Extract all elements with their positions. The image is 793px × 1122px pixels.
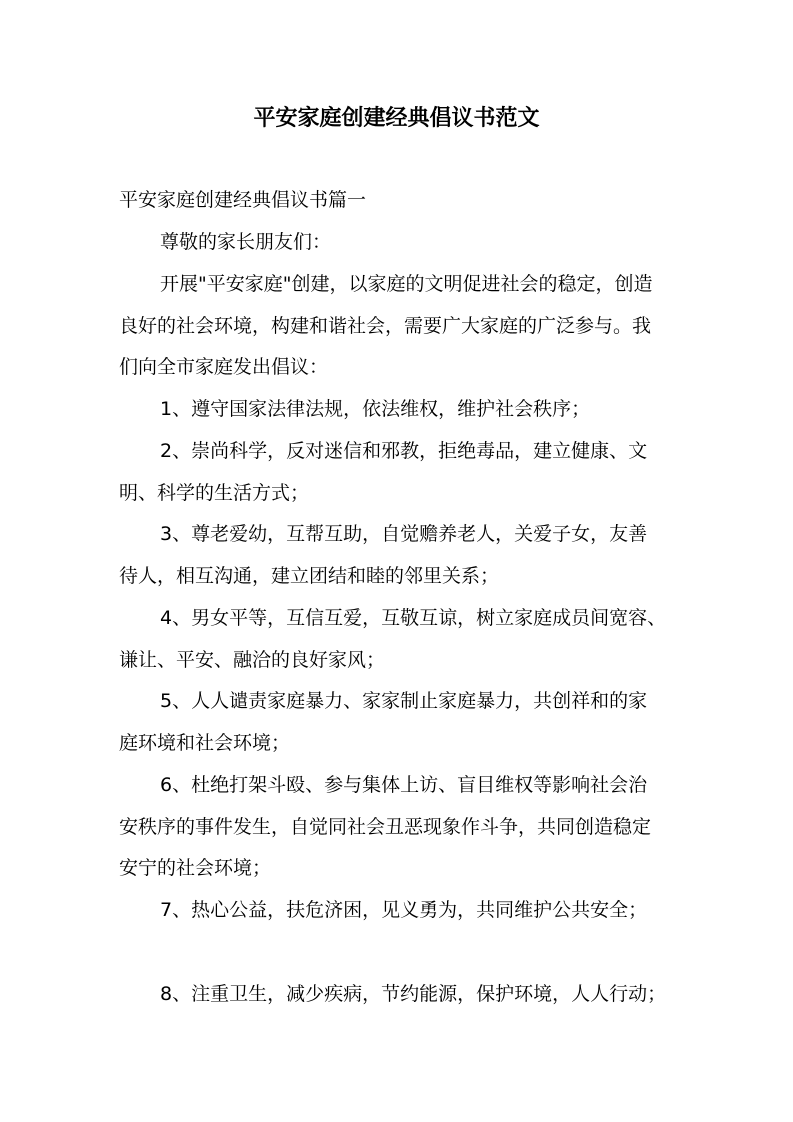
proposal-item-6-cont: 安秩序的事件发生，自觉同社会丑恶现象作斗争，共同创造稳定 — [119, 816, 652, 838]
paragraph-line: 开展"平安家庭"创建，以家庭的文明促进社会的稳定，创造 — [160, 273, 653, 295]
proposal-item-6-cont2: 安宁的社会环境； — [119, 857, 272, 879]
proposal-item-2: 2、崇尚科学，反对迷信和邪教，拒绝毒品，建立健康、文 — [160, 440, 648, 462]
proposal-item-1: 1、遵守国家法律法规，依法维权，维护社会秩序； — [160, 398, 591, 420]
paragraph-line: 良好的社会环境，构建和谐社会，需要广大家庭的广泛参与。我 — [119, 315, 652, 337]
proposal-item-4-cont: 谦让、平安、融洽的良好家风； — [119, 649, 386, 671]
greeting: 尊敬的家长朋友们： — [160, 231, 332, 253]
proposal-item-3: 3、尊老爱幼，互帮互助，自觉赡养老人，关爱子女，友善 — [160, 523, 648, 545]
proposal-item-2-cont: 明、科学的生活方式； — [119, 482, 310, 504]
proposal-item-5: 5、人人谴责家庭暴力、家家制止家庭暴力，共创祥和的家 — [160, 690, 648, 712]
document-title: 平安家庭创建经典倡议书范文 — [253, 106, 540, 131]
paragraph-line: 们向全市家庭发出倡议： — [119, 356, 329, 378]
proposal-item-8: 8、注重卫生，减少疾病，节约能源，保护环境，人人行动； — [160, 983, 667, 1005]
section-subtitle: 平安家庭创建经典倡议书篇一 — [119, 189, 367, 211]
proposal-item-4: 4、男女平等，互信互爱，互敬互谅，树立家庭成员间宽容、 — [160, 607, 667, 629]
proposal-item-3-cont: 待人，相互沟通，建立团结和睦的邻里关系； — [119, 565, 500, 587]
proposal-item-6: 6、杜绝打架斗殴、参与集体上访、盲目维权等影响社会治 — [160, 774, 648, 796]
proposal-item-7: 7、热心公益，扶危济困，见义勇为，共同维护公共安全； — [160, 899, 648, 921]
proposal-item-5-cont: 庭环境和社会环境； — [119, 732, 291, 754]
